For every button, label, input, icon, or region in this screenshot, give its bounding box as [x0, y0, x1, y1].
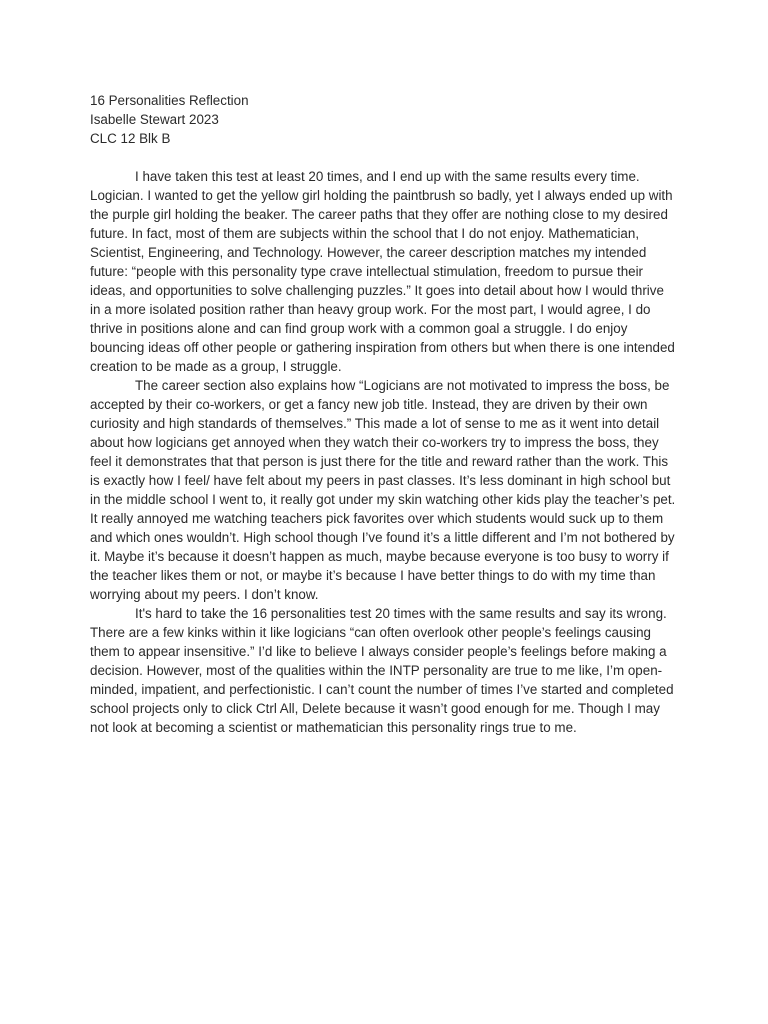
class-line: CLC 12 Blk B [90, 131, 171, 146]
document-body [90, 91, 678, 737]
document-header [90, 91, 678, 148]
paragraph-2: The career section also explains how “Logicians are not motivated to impress the boss, be accepted by their co-workers, or get a fancy new job title. Instead, they are driven by their own curiosity and high standards of themselves.” This made a lot of sense to me as it went into detail about how logicians get annoyed when they watch their co-workers try to impress the boss, they feel it demonstrates that that person is just there for the title and reward rather than the work. This is exactly how I feel/ have felt about my peers in past classes. It’s less dominant in high school but in the middle school I went to, it really got under my skin watching other kids play the teacher’s pet. It really annoyed me watching teachers pick favorites over which students would suck up to them and which ones wouldn’t. High school though I’ve found it’s a little different and I’m not bothered by it. Maybe it’s because it doesn’t happen as much, maybe because everyone is too busy to worry if the teacher likes them or not, or maybe it’s because I have better things to do with my time than worrying about my peers. I don’t know. [90, 378, 676, 602]
paragraph-1: I have taken this test at least 20 times, and I end up with the same results every time. Logician. I wanted to get the yellow girl holding the paintbrush so badly, yet I always ended up with the purple girl holding the beaker. The career paths that they offer are nothing close to my desired future. In fact, most of them are subjects within the school that I do not enjoy. Mathematician, Scientist, Engineering, and Technology. However, the career description matches my intended future: “people with this personality type crave intellectual stimulation, freedom to pursue their ideas, and opportunities to solve challenging puzzles.” It goes into detail about how I would thrive in a more isolated position rather than heavy group work. For the most part, I would agree, I do thrive in positions alone and can find group work with a common goal a struggle. I do enjoy bouncing ideas off other people or gathering inspiration from others but when there is one intended creation to be made as a group, I struggle. [90, 169, 675, 374]
document-title: 16 Personalities Reflection [90, 93, 249, 108]
paragraph-3: It's hard to take the 16 personalities test 20 times with the same results and say its wrong. There are a few kinks within it like logicians “can often overlook other people’s feelings causing them to appear insensitive.” I’d like to believe I always consider people’s feelings before making a decision. However, most of the qualities within the INTP personality are true to me like, I’m open-minded, impatient, and perfectionistic. I can’t count the number of times I’ve started and completed school projects only to click Ctrl All, Delete because it wasn’t good enough for me. Though I may not look at becoming a scientist or mathematician this personality rings true to me. [90, 606, 674, 735]
author-line: Isabelle Stewart 2023 [90, 112, 219, 127]
